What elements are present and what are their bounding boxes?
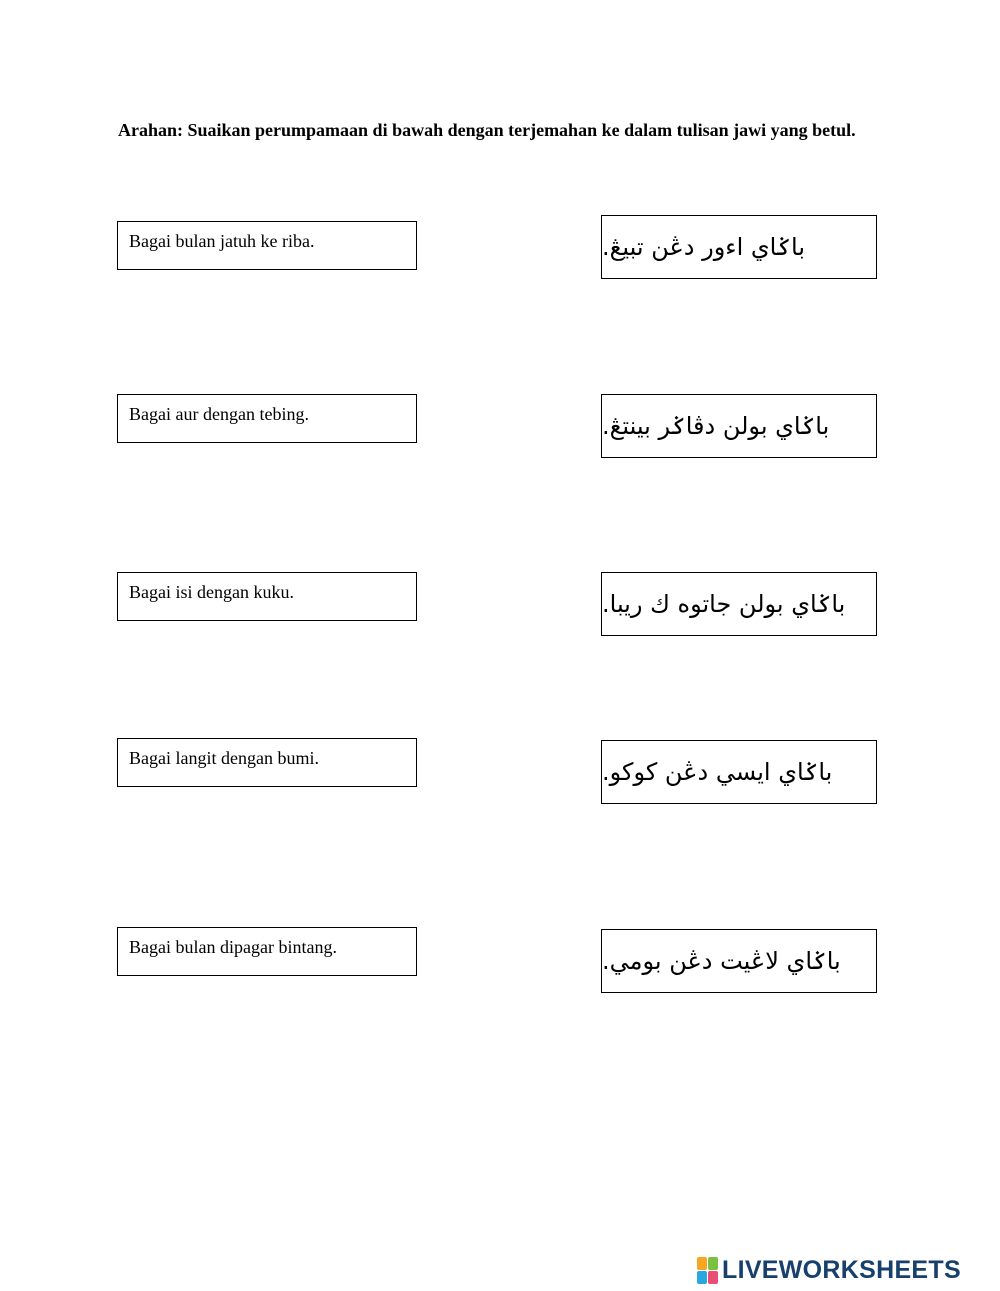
logo-square-icon — [697, 1271, 707, 1284]
logo-square-icon — [697, 1257, 707, 1270]
proverb-box-5[interactable]: Bagai bulan dipagar bintang. — [117, 927, 417, 976]
logo-square-icon — [708, 1257, 718, 1270]
jawi-box-2[interactable] — [601, 394, 877, 458]
proverb-box-1[interactable]: Bagai bulan jatuh ke riba. — [117, 221, 417, 270]
proverb-box-3[interactable]: Bagai isi dengan kuku. — [117, 572, 417, 621]
liveworksheets-logo — [697, 1256, 961, 1284]
instruction-text: Arahan: Suaikan perumpamaan di bawah dengan terjemahan ke dalam tulisan jawi yang betul. — [118, 120, 856, 140]
jawi-text-3: باݢاي بولن جاتوه ك ريبا. — [602, 590, 846, 618]
logo-mark-icon — [697, 1257, 718, 1284]
jawi-text-1: باݢاي اءور دڠن تبيڠ. — [602, 233, 806, 261]
proverb-box-4[interactable]: Bagai langit dengan bumi. — [117, 738, 417, 787]
logo-text: LIVEWORKSHEETS — [722, 1255, 961, 1284]
jawi-box-3[interactable] — [601, 572, 877, 636]
jawi-text-2: باݢاي بولن دڤاݢر بينتڠ. — [602, 412, 830, 440]
jawi-text-4: باݢاي ايسي دڠن كوكو. — [602, 758, 833, 786]
proverb-box-2[interactable]: Bagai aur dengan tebing. — [117, 394, 417, 443]
logo-square-icon — [708, 1271, 718, 1284]
jawi-box-1[interactable] — [601, 215, 877, 279]
jawi-box-4[interactable] — [601, 740, 877, 804]
jawi-text-5: باݢاي لاڠيت دڠن بومي. — [602, 947, 841, 975]
jawi-box-5[interactable] — [601, 929, 877, 993]
